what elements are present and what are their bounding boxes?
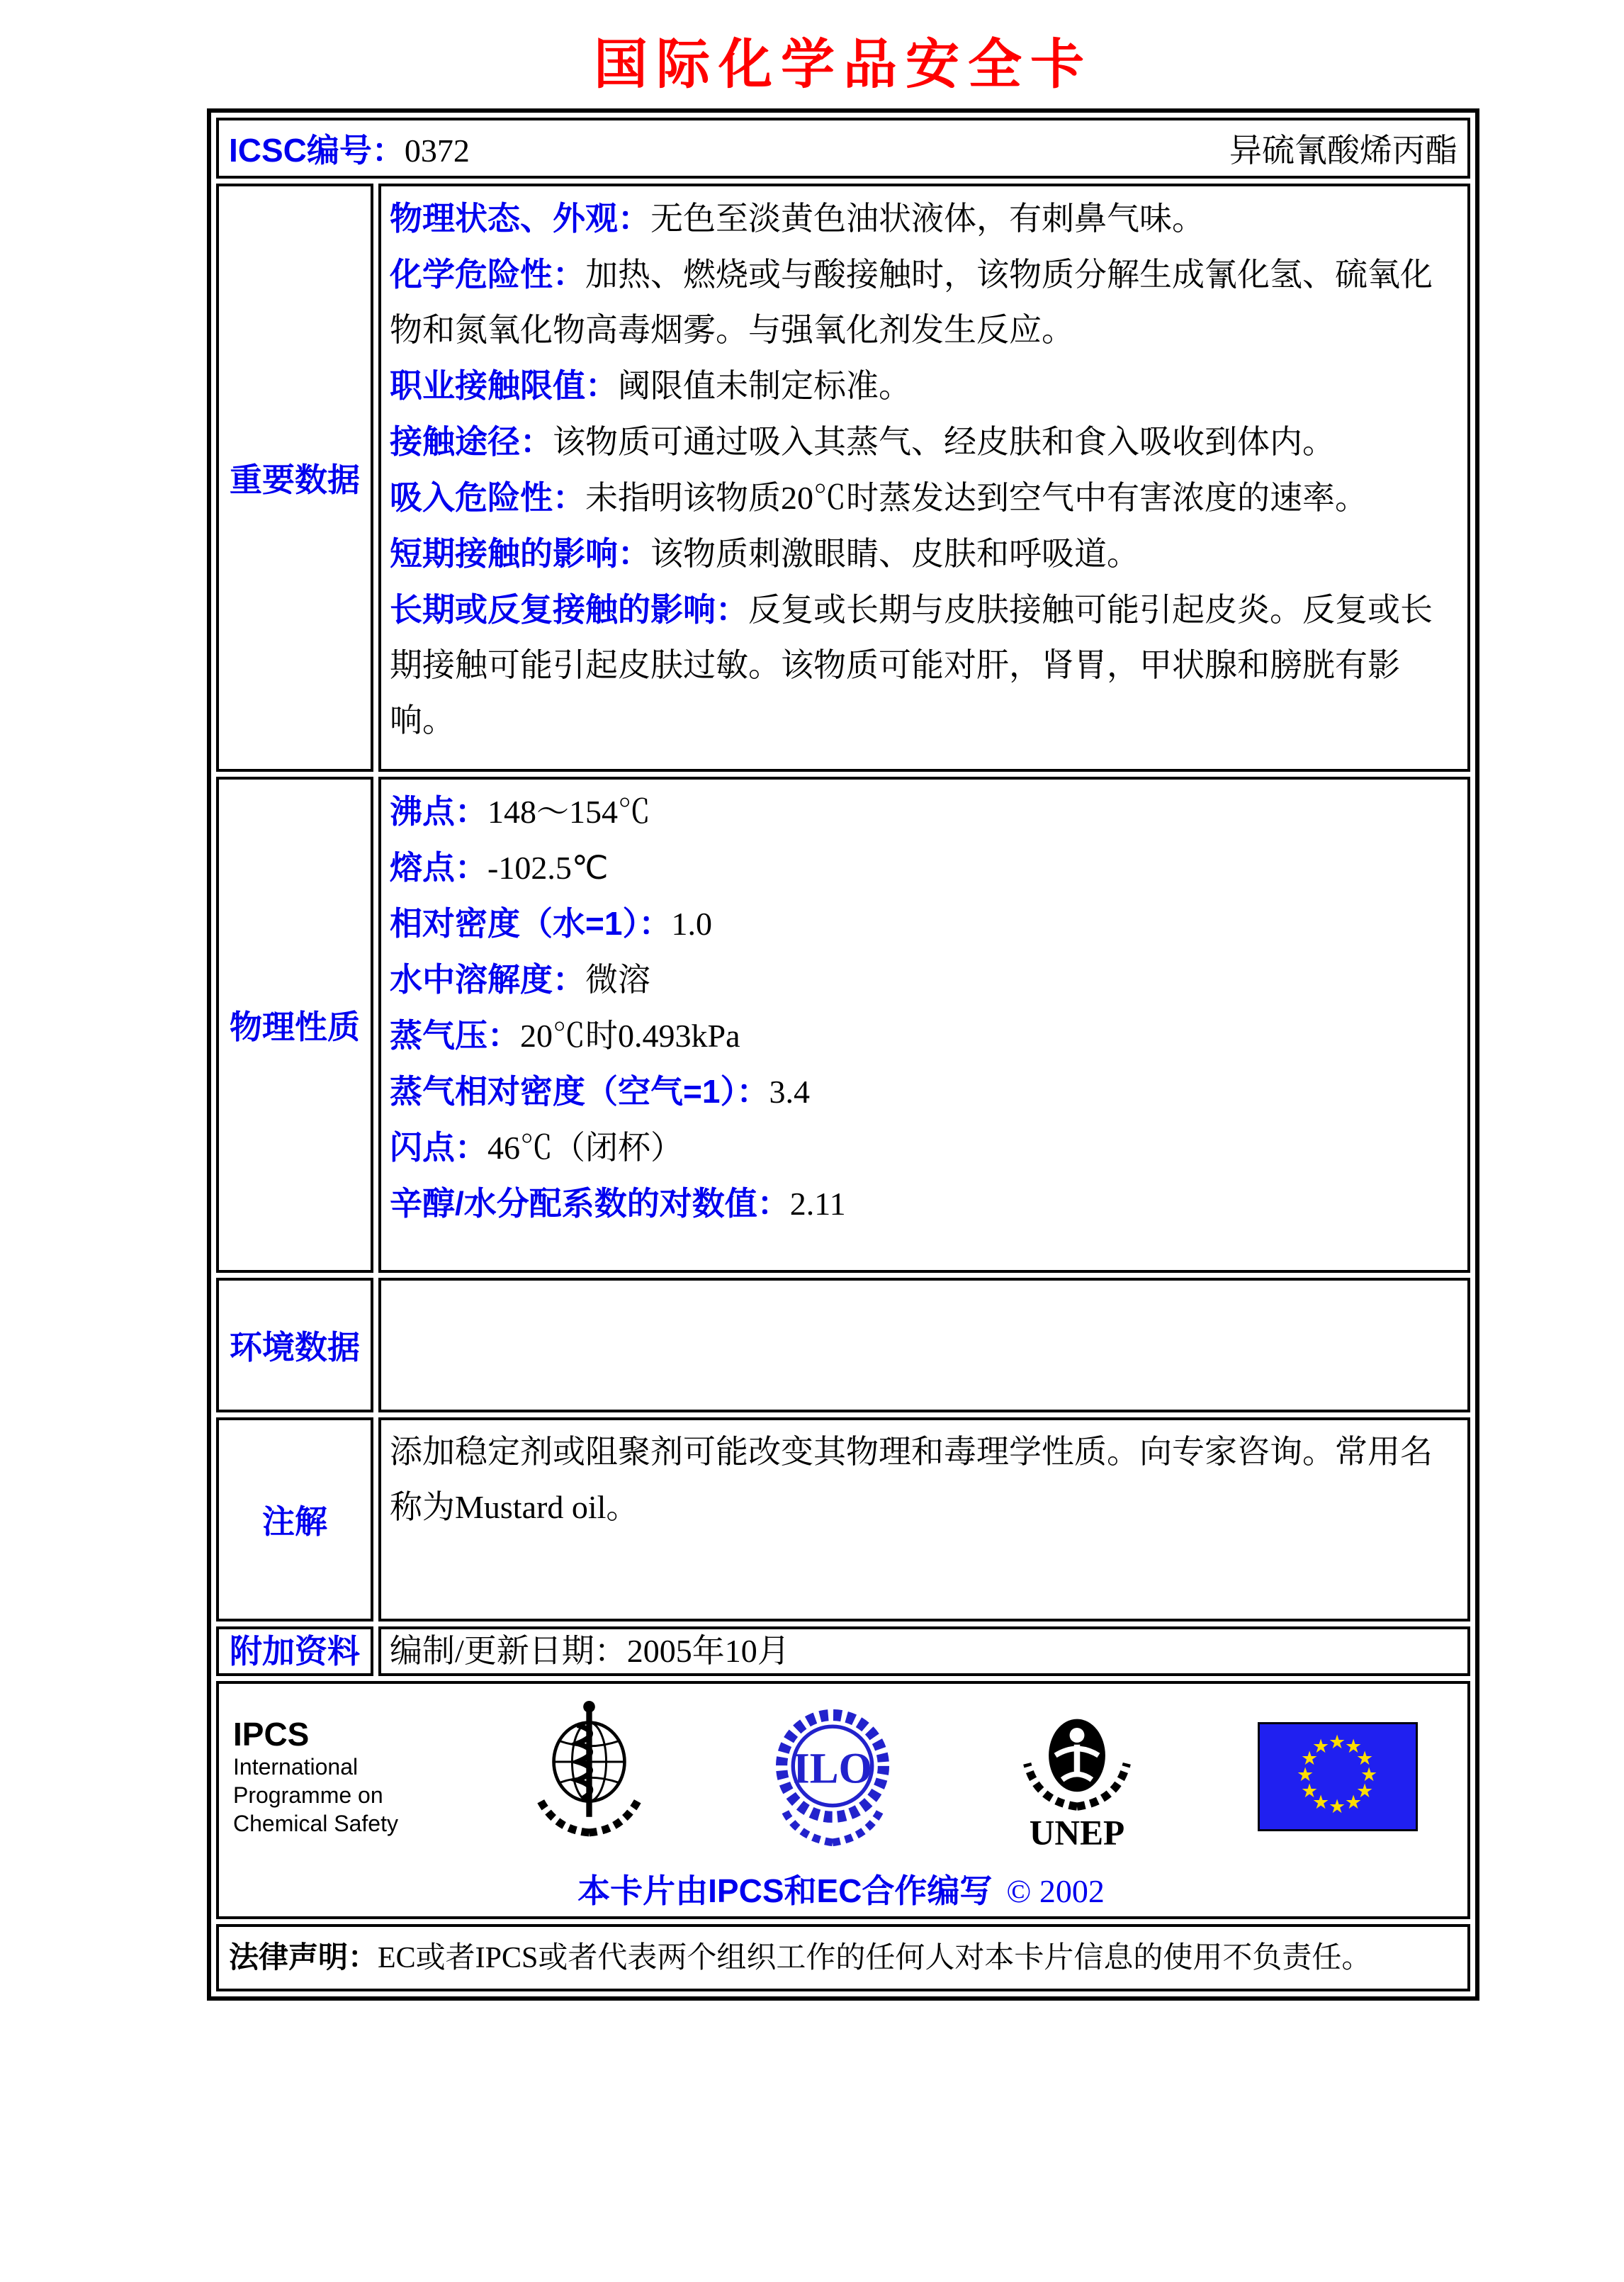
ipcs-title: IPCS	[233, 1716, 310, 1753]
physical-properties-content	[378, 777, 1470, 1273]
eu-star-icon: ★	[1312, 1792, 1330, 1814]
section-label-important: 重要数据	[216, 184, 373, 772]
field-value: 微溶	[585, 962, 650, 998]
field-label: 物理状态、外观：	[390, 200, 650, 237]
field-value: 未指明该物质20℃时蒸发达到空气中有害浓度的速率。	[585, 480, 1368, 516]
unep-logo-text: UNEP	[1029, 1813, 1124, 1851]
data-item	[390, 1064, 1459, 1120]
section-label-physical: 物理性质	[216, 777, 373, 1273]
who-logo-icon	[524, 1695, 655, 1858]
credit-line	[229, 1865, 1453, 1912]
field-label: 职业接触限值：	[390, 367, 618, 404]
eu-star-icon: ★	[1329, 1731, 1346, 1753]
field-value: 加热、燃烧或与酸接触时，该物质分解生成氰化氢、硫氧化物和氮氧化物高毒烟雾。与强氧化剂发生反应。	[390, 257, 1433, 348]
field-label: 短期接触的影响：	[390, 535, 650, 572]
icsc-number-value: 0372	[404, 133, 470, 169]
field-label: 辛醇/水分配系数的对数值：	[390, 1185, 790, 1222]
eu-star-icon: ★	[1329, 1796, 1346, 1818]
field-value: 该物质可通过吸入其蒸气、经皮肤和食入吸收到体内。	[553, 424, 1335, 460]
additional-info-content: 编制/更新日期：2005年10月	[378, 1626, 1470, 1676]
page-title: 国际化学品安全卡	[594, 35, 1093, 95]
field-label: 接触途径：	[390, 423, 553, 460]
ipcs-text-block	[233, 1716, 410, 1838]
field-value: -102.5℃	[487, 850, 609, 886]
icsc-number-group	[229, 125, 470, 172]
data-item	[390, 952, 1459, 1008]
eu-star-icon: ★	[1301, 1780, 1319, 1802]
data-item	[390, 784, 1459, 840]
field-label: 水中溶解度：	[390, 961, 585, 998]
notes-row	[216, 1417, 1470, 1621]
eu-star-icon: ★	[1356, 1780, 1374, 1802]
additional-info-row	[216, 1626, 1470, 1676]
important-data-content	[378, 184, 1470, 772]
data-item	[390, 247, 1459, 358]
data-item	[390, 470, 1459, 526]
eu-star-icon: ★	[1345, 1792, 1363, 1814]
data-item	[390, 840, 1459, 896]
credit-text: 本卡片由IPCS和EC合作编写	[577, 1872, 993, 1909]
field-label: 蒸气压：	[390, 1017, 520, 1054]
field-value: 46℃（闭杯）	[487, 1130, 683, 1166]
notes-content: 添加稳定剂或阻聚剂可能改变其物理和毒理学性质。向专家咨询。常用名称为Mustard oil。	[378, 1417, 1470, 1621]
icsc-table	[211, 113, 1475, 1996]
legal-row	[216, 1924, 1470, 1991]
data-item	[390, 582, 1459, 748]
ipcs-subtitle-line: Programme on	[233, 1782, 383, 1808]
data-item	[390, 191, 1459, 247]
section-label-notes: 注解	[216, 1417, 373, 1621]
field-label: 闪点：	[390, 1129, 487, 1166]
icsc-number-label: ICSC编号：	[229, 132, 405, 169]
field-label: 熔点：	[390, 849, 487, 886]
data-item	[390, 526, 1459, 582]
field-label: 沸点：	[390, 793, 487, 830]
section-label-additional: 附加资料	[216, 1626, 373, 1676]
field-value: 148～154℃	[487, 794, 650, 830]
page	[0, 21, 1624, 2001]
field-value: 无色至淡黄色油状液体，有刺鼻气味。	[650, 201, 1205, 237]
eu-star-icon: ★	[1297, 1764, 1314, 1786]
field-value: 3.4	[769, 1074, 810, 1110]
field-value: 20℃时0.493kPa	[520, 1018, 740, 1054]
footer-row	[216, 1681, 1470, 1919]
eu-flag-icon	[1258, 1722, 1418, 1831]
legal-label: 法律声明：	[229, 1940, 378, 1974]
footer-cell	[216, 1681, 1470, 1919]
eu-star-icon: ★	[1301, 1748, 1319, 1770]
section-label-environment: 环境数据	[216, 1278, 373, 1412]
field-value: 阈限值未制定标准。	[618, 368, 911, 404]
eu-star-icon: ★	[1356, 1748, 1374, 1770]
physical-properties-row	[216, 777, 1470, 1273]
data-item	[390, 1120, 1459, 1176]
credit-copyright: © 2002	[1006, 1873, 1105, 1909]
chemical-name: 异硫氰酸烯丙酯	[1229, 133, 1457, 169]
eu-star-icon: ★	[1360, 1764, 1378, 1786]
unep-logo-icon	[1010, 1699, 1144, 1855]
legal-text: EC或者IPCS或者代表两个组织工作的任何人对本卡片信息的使用不负责任。	[378, 1942, 1372, 1974]
field-value: 2.11	[789, 1186, 846, 1222]
field-value: 1.0	[671, 906, 712, 942]
logos-row	[229, 1691, 1453, 1858]
field-value: 该物质刺激眼睛、皮肤和呼吸道。	[650, 536, 1139, 572]
field-label: 吸入危险性：	[390, 479, 585, 516]
field-label: 蒸气相对密度（空气=1）：	[390, 1073, 769, 1110]
field-label: 长期或反复接触的影响：	[390, 591, 748, 628]
field-label: 相对密度（水=1）：	[390, 905, 672, 942]
important-data-row	[216, 184, 1470, 772]
data-item	[390, 1008, 1459, 1064]
icsc-card	[207, 108, 1479, 2001]
ilo-logo-icon	[769, 1702, 896, 1851]
eu-star-icon: ★	[1345, 1736, 1363, 1758]
ilo-logo-text: ILO	[792, 1745, 872, 1793]
data-item	[390, 414, 1459, 470]
eu-star-icon: ★	[1312, 1736, 1330, 1758]
header-row	[216, 118, 1470, 179]
ipcs-subtitle-line: Chemical Safety	[233, 1811, 398, 1836]
field-label: 化学危险性：	[390, 256, 585, 293]
legal-cell	[216, 1924, 1470, 1991]
data-item	[390, 358, 1459, 414]
ipcs-subtitle-line: International	[233, 1754, 359, 1780]
data-item	[390, 896, 1459, 952]
data-item	[390, 1176, 1459, 1232]
field-value: 反复或长期与皮肤接触可能引起皮炎。反复或长期接触可能引起皮肤过敏。该物质可能对肝，肾胃，甲状腺和膀胱有影响。	[390, 592, 1433, 738]
environmental-data-row	[216, 1278, 1470, 1412]
environmental-data-content	[378, 1278, 1470, 1412]
header-cell	[216, 118, 1470, 179]
